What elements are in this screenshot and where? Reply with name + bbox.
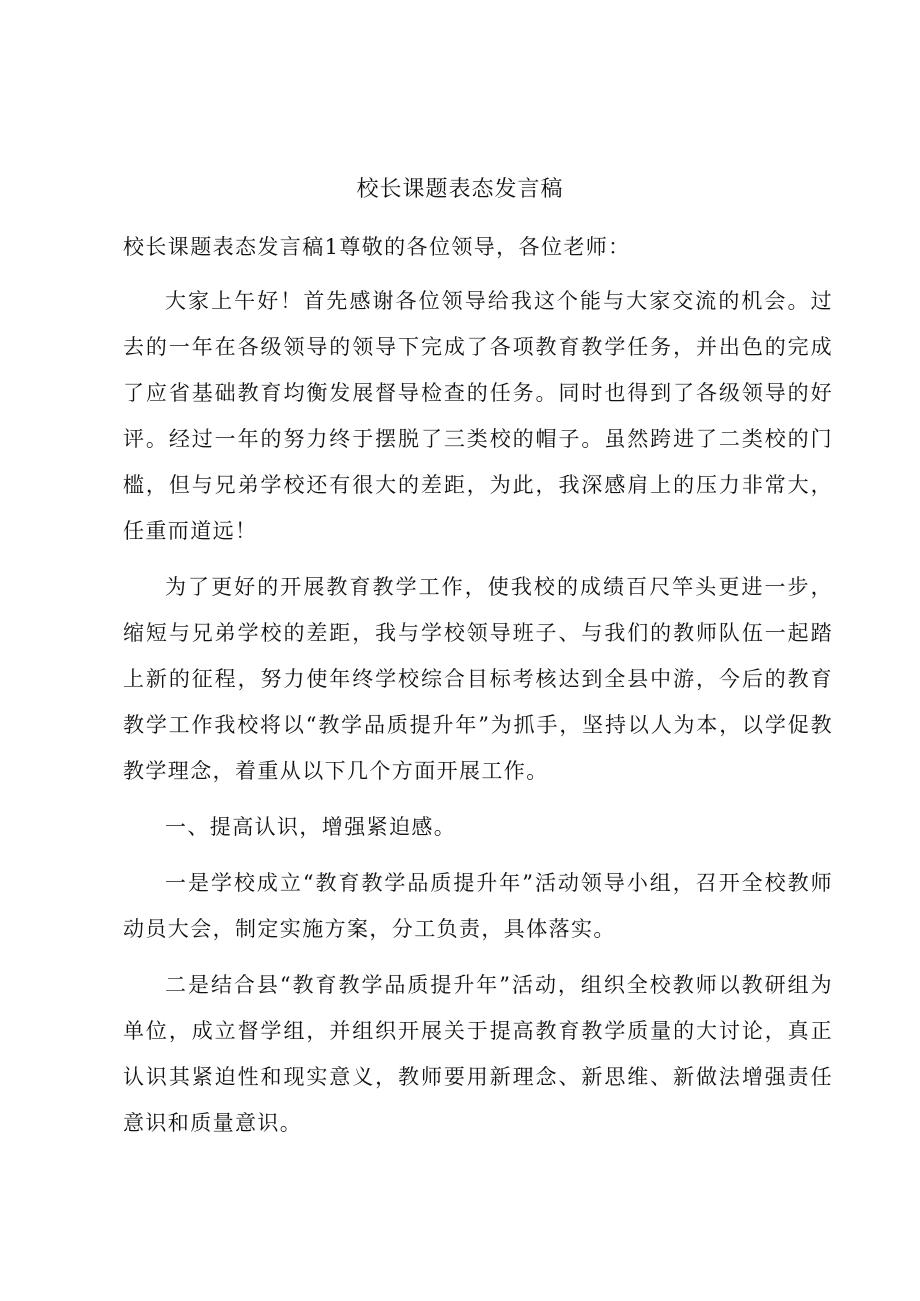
salutation-paragraph: 校长课题表态发言稿1尊敬的各位领导，各位老师： xyxy=(123,235,631,259)
body-paragraph: 一是学校成立“教育教学品质提升年”活动领导小组，召开全校教师动员大会，制定实施方案，分工负责，具体落实。 xyxy=(123,871,833,941)
body-paragraph: 大家上午好！首先感谢各位领导给我这个能与大家交流的机会。过去的一年在各级领导的领导下完成了各项教育教学任务，并出色的完成了应省基础教育均衡发展督导检查的任务。同时也得到了各级领导的好评。经过一年的努力终于摆脱了三类校的帽子。虽然跨进了二类校的门槛，但与兄弟学校还有很大的差距，为此，我深感肩上的压力非常大，任重而道远！ xyxy=(123,289,833,543)
body-paragraph: 二是结合县“教育教学品质提升年”活动，组织全校教师以教研组为单位，成立督学组，并组织开展关于提高教育教学质量的大讨论，真正认识其紧迫性和现实意义，教师要用新理念、新思维、新做法增强责任意识和质量意识。 xyxy=(123,973,833,1135)
body-paragraph: 为了更好的开展教育教学工作，使我校的成绩百尺竿头更进一步，缩短与兄弟学校的差距，我与学校领导班子、与我们的教师队伍一起踏上新的征程，努力使年终学校综合目标考核达到全县中游，今后的教育教学工作我校将以“教学品质提升年”为抓手，坚持以人为本，以学促教教学理念，着重从以下几个方面开展工作。 xyxy=(123,575,833,783)
document-body xyxy=(123,224,833,1156)
section-heading: 一、提高认识，增强紧迫感。 xyxy=(165,815,457,839)
document-title: 校长课题表态发言稿 xyxy=(356,177,564,202)
